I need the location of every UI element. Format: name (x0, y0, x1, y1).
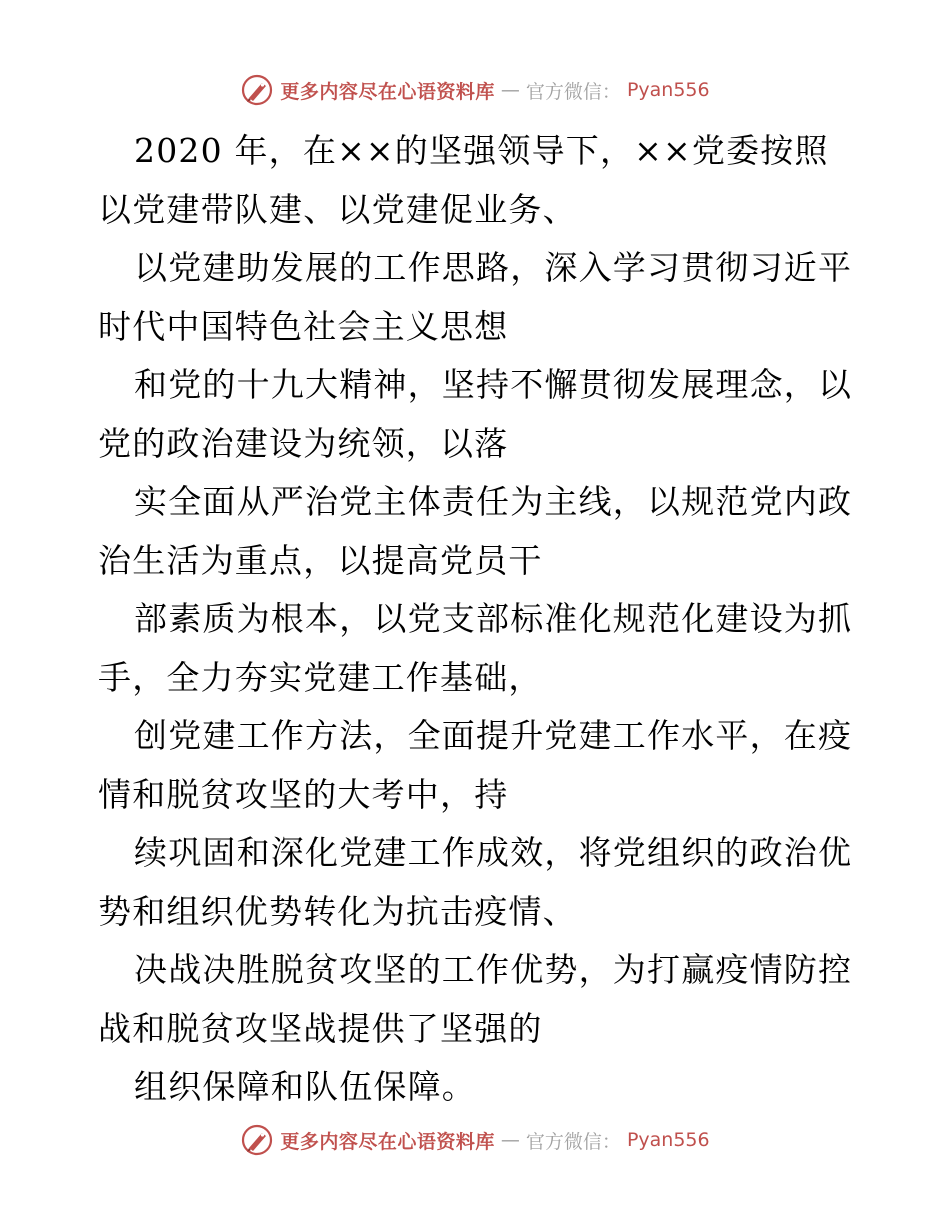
text-line: 决战决胜脱贫攻坚的工作优势，为打赢疫情防控 (134, 950, 853, 989)
watermark-main-text: 更多内容尽在心语资料库 (280, 80, 495, 103)
text-line: 情和脱贫攻坚的大考中，持 (98, 774, 509, 814)
text-line: 创党建工作方法，全面提升党建工作水平，在疫 (134, 716, 853, 755)
text-line: 2020 年，在××的坚强领导下，××党委按照 (134, 131, 829, 170)
watermark-wechat-id: Pyan556 (626, 79, 710, 101)
text-line: 续巩固和深化党建工作成效，将党组织的政治优 (134, 833, 853, 872)
header-watermark (0, 70, 950, 110)
text-line: 以党建带队建、以党建促业务、 (98, 189, 577, 229)
text-line: 和党的十九大精神，坚持不懈贯彻发展理念，以 (134, 365, 853, 404)
text-line: 组织保障和队伍保障。 (134, 1067, 476, 1106)
watermark-main-text: 更多内容尽在心语资料库 (280, 1130, 495, 1153)
watermark-label: 官方微信： (525, 1130, 621, 1153)
footer-watermark (0, 1120, 950, 1160)
text-line: 以党建助发展的工作思路，深入学习贯彻习近平 (134, 248, 853, 287)
document-body (98, 122, 858, 1117)
text-line: 战和脱贫攻坚战提供了坚强的 (98, 1008, 543, 1048)
text-line: 时代中国特色社会主义思想 (98, 306, 509, 346)
pen-nib-logo-icon (240, 1123, 274, 1157)
text-line: 势和组织优势转化为抗击疫情、 (98, 891, 577, 931)
watermark-label: 官方微信： (525, 80, 621, 103)
text-line: 党的政治建设为统领，以落 (98, 423, 509, 463)
text-line: 部素质为根本，以党支部标准化规范化建设为抓 (134, 599, 853, 638)
watermark-dash: — (500, 1129, 520, 1151)
pen-nib-logo-icon (240, 73, 274, 107)
text-line: 实全面从严治党主体责任为主线，以规范党内政 (134, 482, 853, 521)
watermark-wechat-id: Pyan556 (626, 1129, 710, 1151)
text-line: 手，全力夯实党建工作基础， (98, 657, 543, 697)
watermark-dash: — (500, 79, 520, 101)
text-line: 治生活为重点，以提高党员干 (98, 540, 543, 580)
